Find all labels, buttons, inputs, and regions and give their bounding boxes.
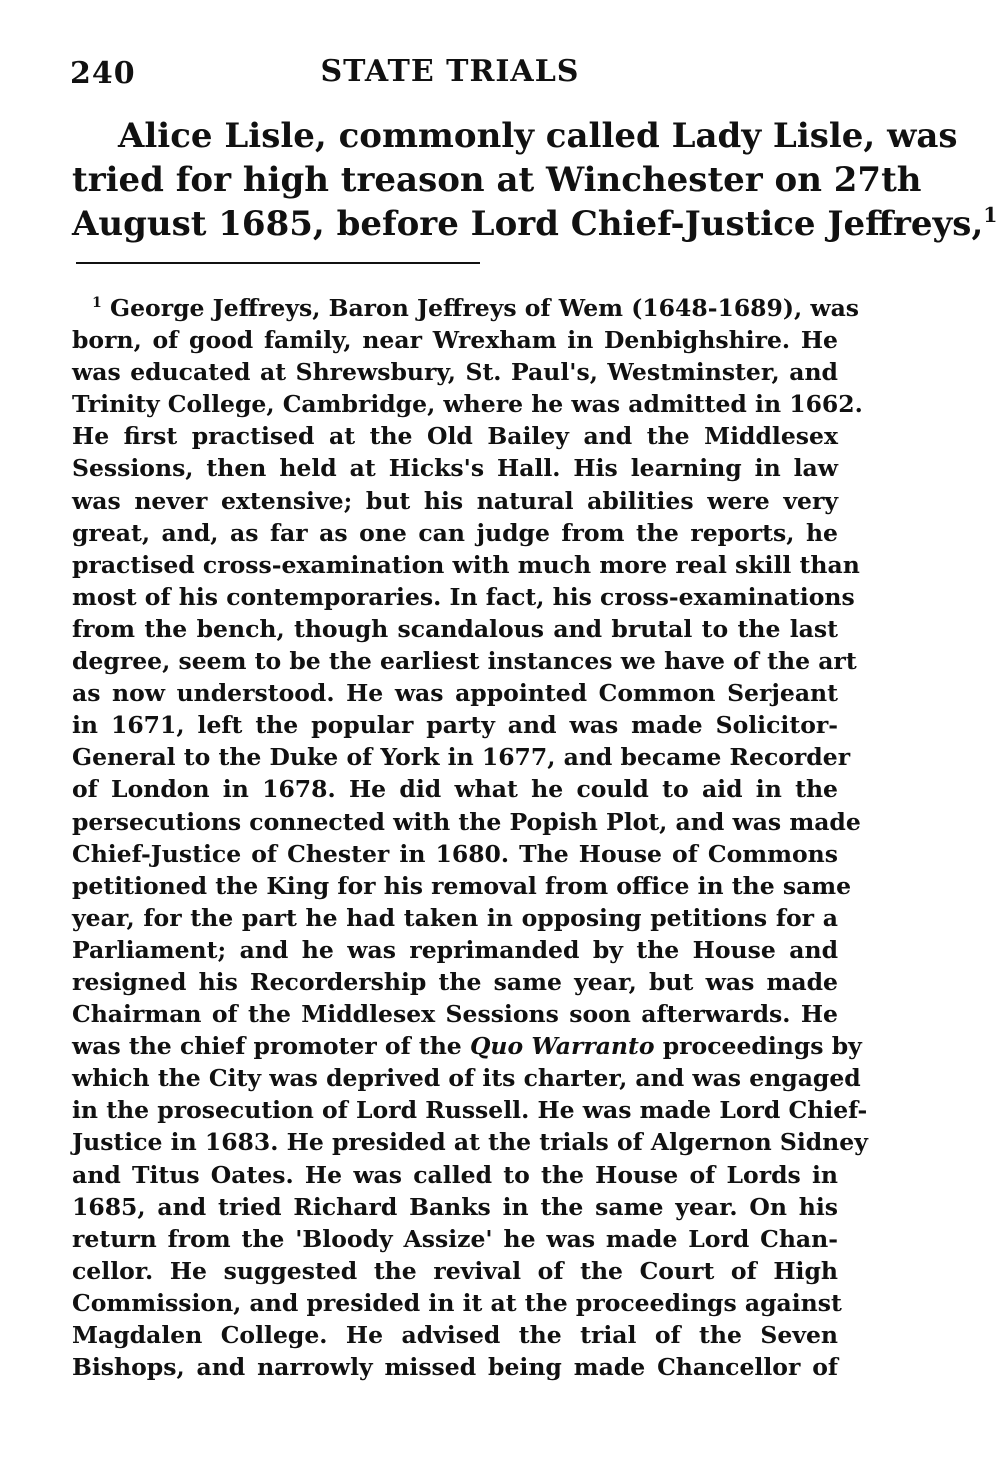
main-text-line: Alice Lisle, commonly called Lady Lisle, was [118,116,958,156]
footnote-line: was educated at Shrewsbury, St. Paul's, Westminster, and [72,358,838,387]
footnote-line: Bishops, and narrowly missed being made Chancellor of [72,1353,838,1382]
footnote-line: degree, seem to be the earliest instances we have of the art [72,647,857,676]
footnote-line: and Titus Oates. He was called to the House of Lords in [72,1160,838,1189]
main-paragraph [72,114,997,246]
main-text-line [72,202,997,246]
main-text-line-content: August 1685, before Lord Chief-Justice Jeffreys, [72,204,984,244]
footnote-marker: 1 [92,294,102,311]
footnote-line: Chairman of the Middlesex Sessions soon afterwards. He [72,1000,838,1029]
footnote-line [72,292,860,324]
main-text-line: tried for high treason at Winchester on 27th [72,160,922,200]
footnote-line: was never extensive; but his natural abilities were very [72,486,838,515]
footnote-line: as now understood. He was appointed Common Serjeant [72,679,838,708]
footnote [72,292,868,1383]
footnote-line: born, of good family, near Wrexham in Denbighshire. He [72,326,838,355]
footnote-line: He first practised at the Old Bailey and the Middlesex [72,422,838,451]
footnote-line: Justice in 1683. He presided at the trials of Algernon Sidney [72,1128,868,1157]
footnote-line: resigned his Recordership the same year, but was made [72,967,838,996]
footnote-line: Trinity College, Cambridge, where he was admitted in 1662. [72,390,863,419]
footnote-line: great, and, as far as one can judge from the reports, he [72,518,838,547]
footnote-line: 1685, and tried Richard Banks in the same year. On his [72,1192,838,1221]
footnote-line: which the City was deprived of its charter, and was engaged [72,1064,861,1093]
footnote-line: from the bench, though scandalous and brutal to the last [72,614,838,643]
footnote-line: persecutions connected with the Popish Plot, and was made [72,807,861,836]
footnote-line: Commission, and presided in it at the proceedings against [72,1288,842,1317]
footnote-separator [76,262,480,264]
running-title: STATE TRIALS [320,54,580,89]
footnote-line: Sessions, then held at Hicks's Hall. His learning in law [72,454,838,483]
footnote-line: return from the 'Bloody Assize' he was made Lord Chan- [72,1224,838,1253]
footnote-line: of London in 1678. He did what he could to aid in the [72,775,838,804]
footnote-line: cellor. He suggested the revival of the Court of High [72,1256,838,1285]
footnote-text: proceedings by [654,1032,862,1061]
footnote-line: Chief-Justice of Chester in 1680. The House of Commons [72,839,838,868]
quo-warranto-italic: Quo Warranto [469,1032,655,1061]
footnote-text: was the chief promoter of the [72,1032,470,1061]
footnote-line [72,1030,862,1062]
footnote-line: petitioned the King for his removal from office in the same [72,871,852,900]
footnote-line: year, for the part he had taken in opposing petitions for a [72,903,838,932]
footnote-reference: 1 [983,202,997,227]
footnote-line: Parliament; and he was reprimanded by the House and [72,935,838,964]
footnote-line: most of his contemporaries. In fact, his cross-examinations [72,582,855,611]
footnote-line: in 1671, left the popular party and was made Solicitor- [72,711,838,740]
footnote-line: practised cross-examination with much more real skill than [72,550,860,579]
footnote-line: Magdalen College. He advised the trial of the Seven [72,1321,838,1349]
page-number: 240 [70,56,136,91]
footnote-line-content: George Jeffreys, Baron Jeffreys of Wem (1648-1689), was [110,294,860,322]
footnote-line: in the prosecution of Lord Russell. He was made Lord Chief- [72,1096,868,1125]
footnote-line: General to the Duke of York in 1677, and became Recorder [72,743,851,772]
